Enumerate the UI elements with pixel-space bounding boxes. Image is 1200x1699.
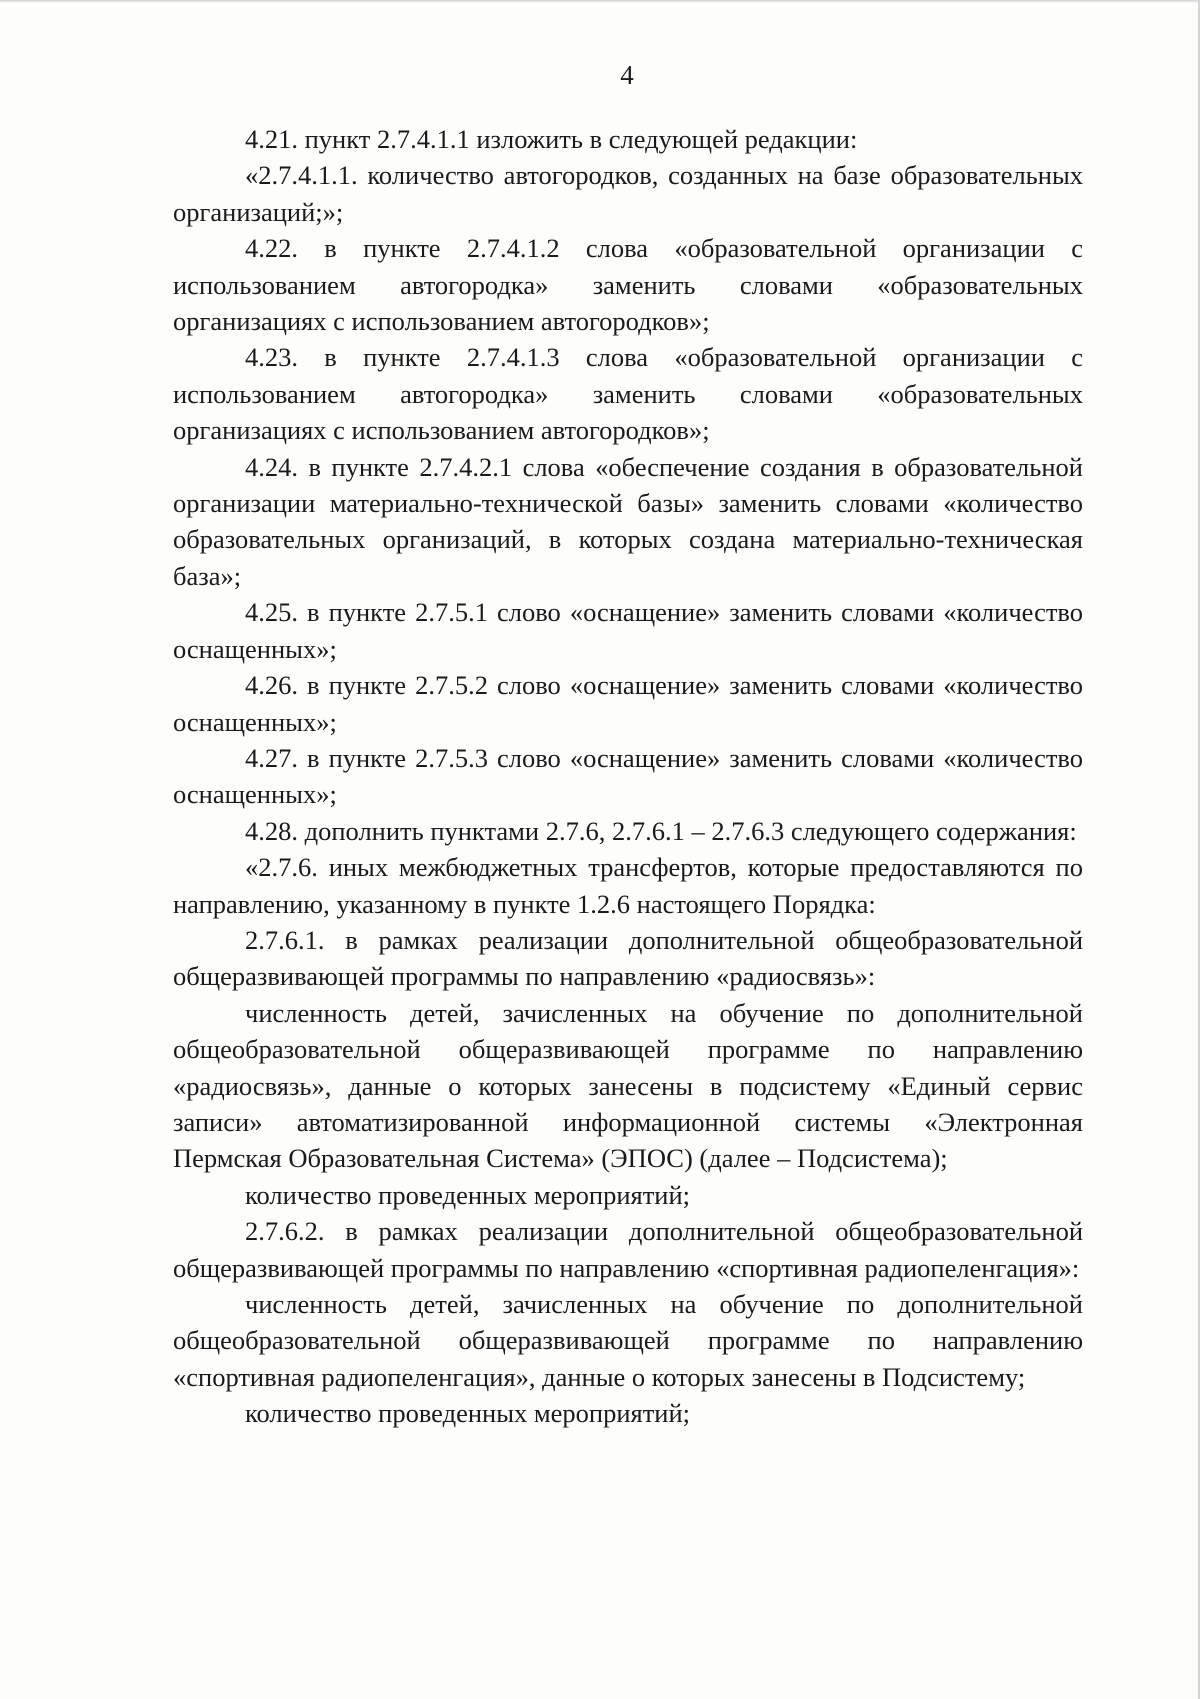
paragraph-4-27: 4.27. в пункте 2.7.5.3 слово «оснащение» заменить словами «количество оснащенных»; [173,742,1083,810]
paragraph-2-7-6-1: 2.7.6.1. в рамках реализации дополнительной общеобразовательной общеразвивающей программы по направлению «радиосвязь»: [173,924,1083,992]
paragraph-children-count-radio: численность детей, зачисленных на обучение по дополнительной общеобразовательной общеразвивающей программе по направлению «радиосвязь», данные о которых занесены в подсистему «Единый сервис записи» автоматизированной информационной системы «Электронная Пермская Образовательная Система» (ЭПОС) (далее – Подсистема); [173,997,1083,1174]
paragraph-4-21: 4.21. пункт 2.7.4.1.1 изложить в следующей редакции: [245,124,858,154]
paragraph-4-26: 4.26. в пункте 2.7.5.2 слово «оснащение» заменить словами «количество оснащенных»; [173,670,1083,737]
paragraph-4-22: 4.22. в пункте 2.7.4.1.2 слова «образовательной организации с использованием автогородка» заменить словами «образовательных организациях с использованием автогородков»; [173,233,1083,337]
paragraph-4-23: 4.23. в пункте 2.7.4.1.3 слова «образовательной организации с использованием автогородка» заменить словами «образовательных организациях с использованием автогородков»; [173,342,1083,446]
paragraph-quote-2-7-4-1-1: «2.7.4.1.1. количество автогородков, созданных на базе образовательных организаций;»; [173,160,1083,227]
paragraph-children-count-sport: численность детей, зачисленных на обучение по дополнительной общеобразовательной общеразвивающей программе по направлению «спортивная радиопеленгация», данные о которых занесены в Подсистему; [173,1289,1083,1392]
page-number: 4 [620,60,634,90]
paragraph-2-7-6-2: 2.7.6.2. в рамках реализации дополнительной общеобразовательной общеразвивающей программы по направлению «спортивная радиопеленгация»: [173,1216,1083,1283]
paragraph-2-7-6: «2.7.6. иных межбюджетных трансфертов, которые предоставляются по направлению, указанному в пункте 1.2.6 настоящего Порядка: [173,852,1083,919]
paragraph-events-count-2: количество проведенных мероприятий; [245,1398,691,1429]
paragraph-events-count-1: количество проведенных мероприятий; [245,1179,691,1210]
paragraph-4-24: 4.24. в пункте 2.7.4.2.1 слова «обеспечение создания в образовательной организации материально-технической базы» заменить словами «количество образовательных организаций, в которых создана материально-техническая база»; [173,451,1083,591]
paragraph-4-28: 4.28. дополнить пунктами 2.7.6, 2.7.6.1 – 2.7.6.3 следующего содержания: [245,815,1077,846]
scan-edge-top [0,0,1200,3]
paragraph-4-25: 4.25. в пункте 2.7.5.1 слово «оснащение» заменить словами «количество оснащенных»; [173,597,1083,664]
document-body [173,121,1083,1432]
